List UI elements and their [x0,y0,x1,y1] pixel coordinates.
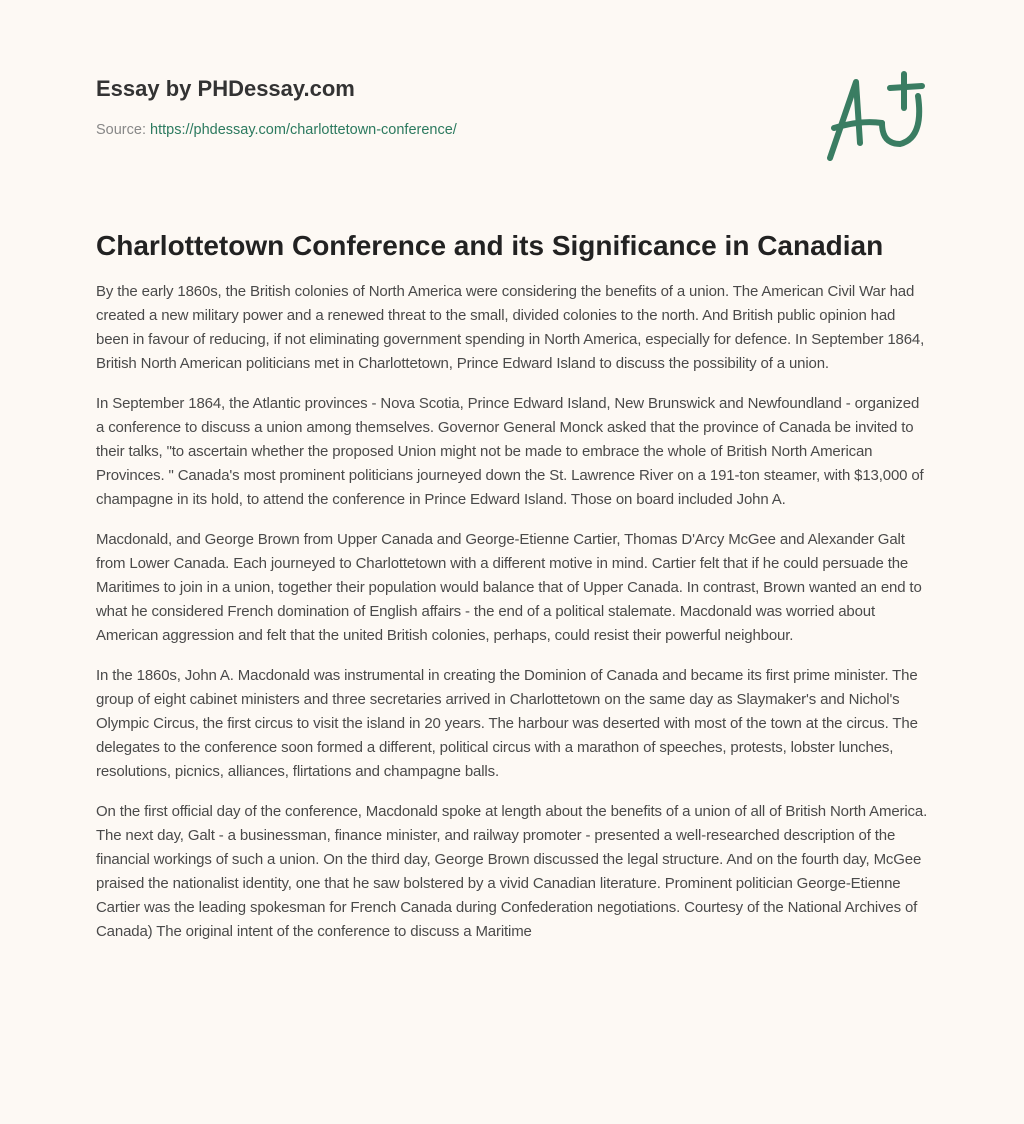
source-line [96,122,457,138]
a-plus-logo-icon [820,68,930,168]
paragraph: In the 1860s, John A. Macdonald was instrumental in creating the Dominion of Canada and became its first prime minister. The group of eight cabinet ministers and three secretaries arrived in Charlottetown on the same day as Slaymaker's and Nichol's Olympic Circus, the first circus to visit the island in 20 years. The harbour was deserted with most of the town at the circus. The delegates to the conference soon formed a different, political circus with a marathon of speeches, protests, lobster lunches, resolutions, picnics, alliances, flirtations and champagne balls. [96,667,918,780]
paragraph: In September 1864, the Atlantic provinces - Nova Scotia, Prince Edward Island, New Brunswick and Newfoundland - organized a conference to discuss a union among themselves. Governor General Monck asked that the province of Canada be invited to their talks, "to ascertain whether the proposed Union might not be made to embrace the whole of British North American Provinces. " Canada's most prominent politicians journeyed down the St. Lawrence River on a 191-ton steamer, with $13,000 of champagne in its hold, to attend the conference in Prince Edward Island. Those on board included John A. [96,395,924,508]
essay-body [96,226,930,960]
source-link[interactable]: https://phdessay.com/charlottetown-conference/ [150,122,457,138]
paragraph: Macdonald, and George Brown from Upper Canada and George-Etienne Cartier, Thomas D'Arcy McGee and Alexander Galt from Lower Canada. Each journeyed to Charlottetown with a different motive in mind. Cartier felt that if he could persuade the Maritimes to join in a union, together their population would balance that of Upper Canada. In contrast, Brown wanted an end to what he considered French domination of English affairs - the end of a political stalemate. Macdonald was worried about American aggression and felt that the united British colonies, perhaps, could resist their powerful neighbour. [96,531,922,644]
essay-header [96,74,457,138]
paragraph: On the first official day of the conference, Macdonald spoke at length about the benefits of a union of all of British North America. The next day, Galt - a businessman, finance minister, and railway promoter - presented a well-researched description of the financial workings of such a union. On the third day, George Brown discussed the legal structure. And on the fourth day, McGee praised the nationalist identity, one that he saw bolstered by a vivid Canadian literature. Prominent politician George-Etienne Cartier was the leading spokesman for French Canada during Confederation negotiations. Courtesy of the National Archives of Canada) The original intent of the conference to discuss a Maritime [96,803,928,940]
brand-title: Essay by PHDessay.com [96,76,355,101]
paragraph: By the early 1860s, the British colonies of North America were considering the benefits of a union. The American Civil War had created a new military power and a renewed threat to the small, divided colonies to the north. And British public opinion had been in favour of reducing, if not eliminating government spending in North America, especially for defence. In September 1864, British North American politicians met in Charlottetown, Prince Edward Island to discuss the possibility of a union. [96,283,925,372]
essay-title: Charlottetown Conference and its Significance in Canadian [96,230,884,261]
source-label: Source: [96,122,146,138]
